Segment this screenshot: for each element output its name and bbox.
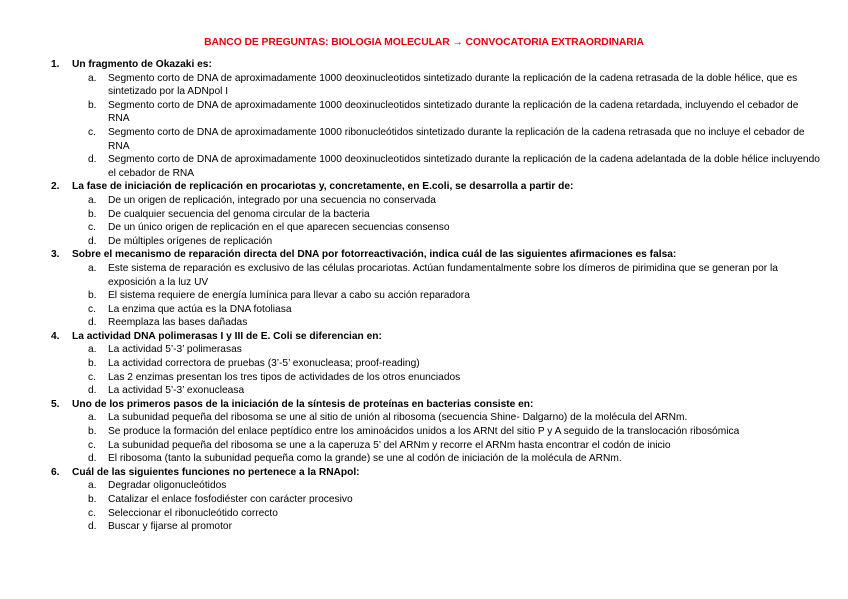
option-item (51, 99, 821, 126)
option-text: La actividad 5’-3’ exonucleasa (108, 385, 245, 397)
option-letter: d. (88, 154, 97, 166)
question-number: 5. (51, 398, 60, 410)
question-heading (51, 398, 821, 412)
option-item (51, 303, 821, 317)
question-text: Cuál de las siguientes funciones no pertenece a la RNApol: (72, 466, 360, 478)
option-item (51, 425, 821, 439)
option-item (51, 411, 821, 425)
option-letter: d. (88, 235, 97, 247)
option-item (51, 452, 821, 466)
option-item (51, 371, 821, 385)
option-item (51, 153, 821, 180)
option-letter: a. (88, 194, 97, 206)
option-letter: a. (88, 262, 97, 274)
question-text: Sobre el mecanismo de reparación directa del DNA por fotorreactivación, indica cuál de las siguientes afirmaciones es falsa: (72, 249, 677, 261)
option-letter: c. (88, 303, 96, 315)
option-list (51, 411, 821, 465)
option-text: Catalizar el enlace fosfodiéster con carácter procesivo (108, 494, 353, 505)
option-item (51, 235, 821, 249)
option-text: Este sistema de reparación es exclusivo de las células procariotas. Actúan fundamentalmente sobre los dímeros de pirimidina que se generan por la exposición a la luz UV (108, 262, 778, 288)
option-letter: b. (88, 494, 97, 505)
option-item (51, 357, 821, 371)
question-item (51, 58, 821, 180)
question-number: 4. (51, 330, 60, 342)
question-heading (51, 330, 821, 344)
question-text: Uno de los primeros pasos de la iniciación de la síntesis de proteínas en bacterias consiste en: (72, 398, 534, 410)
option-letter: b. (88, 358, 97, 370)
question-item (51, 398, 821, 466)
document-title: BANCO DE PREGUNTAS: BIOLOGIA MOLECULAR → CONVOCATORIA EXTRAORDINARIA (204, 37, 644, 48)
option-text: La enzima que actúa es la DNA fotoliasa (108, 303, 292, 315)
option-text: El sistema requiere de energía lumínica para llevar a cabo su acción reparadora (108, 290, 470, 302)
question-item (51, 248, 821, 330)
question-list (51, 58, 821, 534)
option-text: La actividad correctora de pruebas (3’-5’ exonucleasa; proof-reading) (108, 358, 420, 370)
option-text: Segmento corto de DNA de aproximadamente 1000 ribonucleótidos sintetizado durante la replicación de la cadena retrasada que no incluye el cebador de RNA (108, 126, 805, 152)
option-letter: b. (88, 426, 97, 438)
option-list (51, 343, 821, 397)
question-heading (51, 466, 821, 480)
option-letter: c. (88, 371, 96, 383)
option-letter: c. (88, 439, 96, 451)
question-number: 2. (51, 181, 60, 193)
option-text: Buscar y fijarse al promotor (108, 521, 232, 533)
option-item (51, 384, 821, 398)
option-item (51, 194, 821, 208)
question-heading (51, 180, 821, 194)
option-letter: b. (88, 208, 97, 220)
question-number: 6. (51, 466, 60, 478)
option-list (51, 262, 821, 330)
option-list (51, 72, 821, 181)
question-heading (51, 248, 821, 262)
option-item (51, 479, 821, 493)
option-item (51, 520, 821, 534)
question-heading (51, 58, 821, 72)
option-letter: c. (88, 507, 96, 519)
option-letter: c. (88, 126, 96, 138)
option-letter: a. (88, 344, 97, 356)
option-letter: d. (88, 521, 97, 533)
question-number: 1. (51, 59, 60, 70)
option-item (51, 439, 821, 453)
question-number: 3. (51, 249, 60, 261)
option-text: Degradar oligonucleótidos (108, 480, 227, 492)
option-text: El ribosoma (tanto la subunidad pequeña como la grande) se une al codón de iniciación de la molécula de ARNm. (108, 453, 622, 465)
option-item (51, 262, 821, 289)
question-text: La actividad DNA polimerasas I y III de E. Coli se diferencian en: (72, 330, 382, 342)
option-text: Se produce la formación del enlace peptídico entre los aminoácidos unidos a los ARNt del sitio P y A seguido de la translocación ribosómica (108, 426, 740, 438)
question-text: La fase de iniciación de replicación en procariotas y, concretamente, en E.coli, se desarrolla a partir de: (72, 181, 574, 193)
option-letter: a. (88, 412, 97, 424)
question-item (51, 180, 821, 248)
option-letter: d. (88, 385, 97, 397)
option-item (51, 493, 821, 507)
option-item (51, 507, 821, 521)
option-item (51, 221, 821, 235)
option-text: Reemplaza las bases dañadas (108, 317, 248, 329)
option-letter: b. (88, 99, 97, 111)
option-text: Segmento corto de DNA de aproximadamente 1000 deoxinucleotidos sintetizado durante la replicación de la cadena retardada, incluyendo el cebador de RNA (108, 99, 799, 125)
option-item (51, 316, 821, 330)
option-text: Seleccionar el ribonucleótido correcto (108, 507, 278, 519)
option-letter: b. (88, 290, 97, 302)
option-item (51, 289, 821, 303)
option-text: La actividad 5’-3’ polimerasas (108, 344, 242, 356)
option-letter: a. (88, 72, 97, 84)
question-item (51, 466, 821, 534)
option-text: De un origen de replicación, integrado por una secuencia no conservada (108, 194, 436, 206)
option-item (51, 72, 821, 99)
option-list (51, 194, 821, 248)
option-list (51, 479, 821, 533)
option-text: Las 2 enzimas presentan los tres tipos de actividades de los otros enunciados (108, 371, 461, 383)
option-text: La subunidad pequeña del ribosoma se une a la caperuza 5’ del ARNm y recorre el ARNm hasta encontrar el codón de inicio (108, 439, 671, 451)
option-text: De un único origen de replicación en el que aparecen secuencias consenso (108, 222, 450, 234)
option-item (51, 343, 821, 357)
option-letter: c. (88, 222, 96, 234)
option-text: Segmento corto de DNA de aproximadamente 1000 deoxinucleotidos sintetizado durante la replicación de la cadena adelantada de la doble hélice incluyendo el cebador de RNA (108, 154, 820, 179)
question-item (51, 330, 821, 398)
option-item (51, 208, 821, 222)
option-letter: d. (88, 317, 97, 329)
option-text: De cualquier secuencia del genoma circular de la bacteria (108, 208, 370, 220)
option-text: De múltiples orígenes de replicación (108, 235, 273, 247)
option-text: Segmento corto de DNA de aproximadamente 1000 deoxinucleotidos sintetizado durante la replicación de la cadena retrasada de la doble hélice, que es sintetizado por la ADNpol I (108, 72, 798, 98)
option-letter: a. (88, 480, 97, 492)
option-text: La subunidad pequeña del ribosoma se une al sitio de unión al ribosoma (secuencia Shine- Dalgarno) de la molécula del ARNm. (108, 412, 688, 424)
option-letter: d. (88, 453, 97, 465)
option-item (51, 126, 821, 153)
question-text: Un fragmento de Okazaki es: (72, 59, 212, 70)
